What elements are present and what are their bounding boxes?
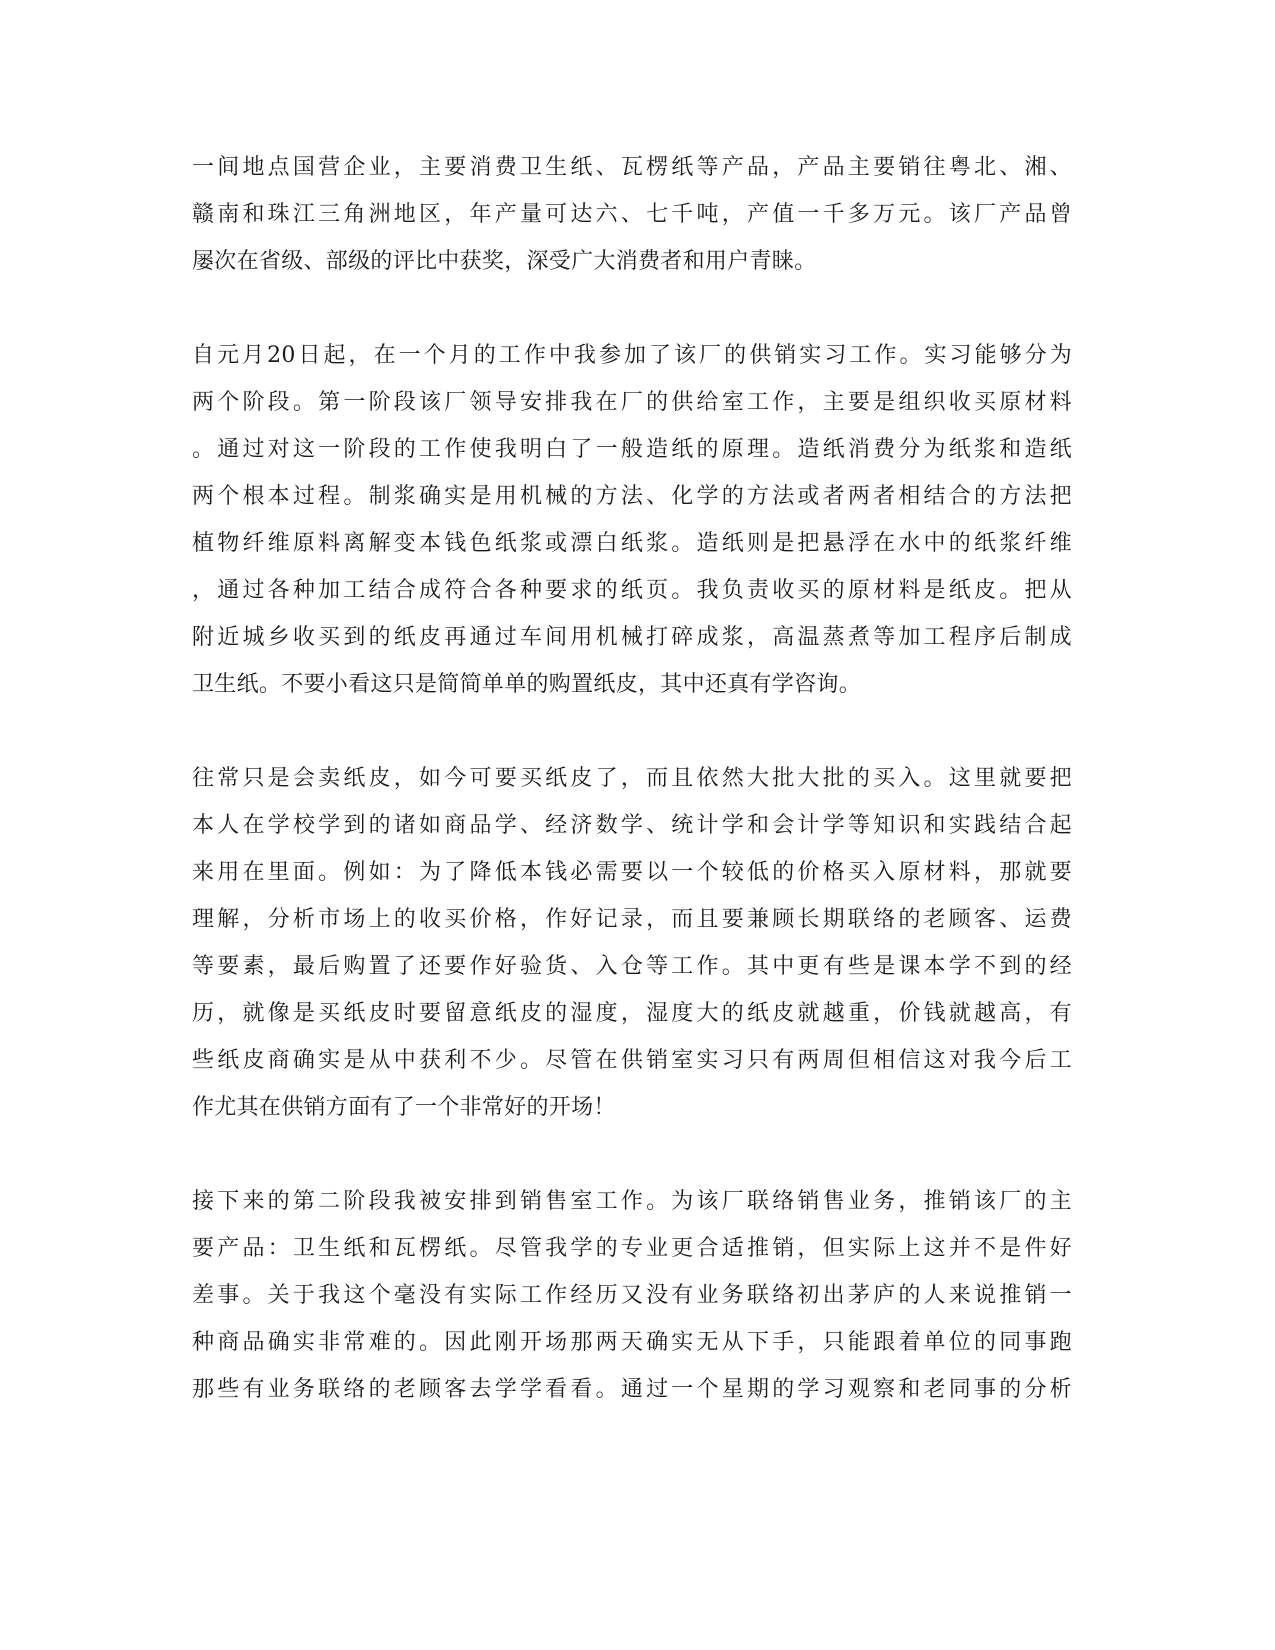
text-line: 赣南和珠江三角洲地区，年产量可达六、七千吨，产值一千多万元。该厂产品曾: [192, 202, 1072, 227]
text-line: 本人在学校学到的诸如商品学、经济数学、统计学和会计学等知识和实践结合起: [192, 813, 1072, 838]
text-line: 两个根本过程。制浆确实是用机械的方法、化学的方法或者两者相结合的方法把: [192, 484, 1072, 509]
text-line: 。通过对这一阶段的工作使我明白了一般造纸的原理。造纸消费分为纸浆和造纸: [192, 437, 1072, 462]
text-line: 屡次在省级、部级的评比中获奖，深受广大消费者和用户青睐。: [192, 249, 817, 274]
paragraph-sales-stage: [192, 1178, 1072, 1413]
text-line: 等要素，最后购置了还要作好验货、入仓等工作。其中更有些是课本学不到的经: [192, 954, 1072, 979]
text-line: 历，就像是买纸皮时要留意纸皮的湿度，湿度大的纸皮就越重，价钱就越高，有: [192, 1001, 1072, 1026]
paragraph-purchasing-experience: [192, 755, 1072, 1131]
text-line: ，通过各种加工结合成符合各种要求的纸页。我负责收买的原材料是纸皮。把从: [192, 578, 1072, 603]
text-line: 要产品：卫生纸和瓦楞纸。尽管我学的专业更合适推销，但实际上这并不是件好: [192, 1236, 1072, 1261]
text-line: 理解，分析市场上的收买价格，作好记录，而且要兼顾长期联络的老顾客、运费: [192, 907, 1072, 932]
paragraph-supply-internship: [192, 332, 1072, 708]
text-line: 两个阶段。第一阶段该厂领导安排我在厂的供给室工作，主要是组织收买原材料: [192, 390, 1072, 415]
document-body: [192, 144, 1072, 1460]
text-line: 那些有业务联络的老顾客去学学看看。通过一个星期的学习观察和老同事的分析: [192, 1377, 1072, 1402]
paragraph-factory-intro: [192, 144, 1072, 285]
text-line: 卫生纸。不要小看这只是简简单单的购置纸皮，其中还真有学咨询。: [192, 672, 862, 697]
text-line: 自元月20日起，在一个月的工作中我参加了该厂的供销实习工作。实习能够分为: [192, 343, 1072, 368]
text-line: 附近城乡收买到的纸皮再通过车间用机械打碎成浆，高温蒸煮等加工程序后制成: [192, 625, 1072, 650]
text-line: 些纸皮商确实是从中获利不少。尽管在供销室实习只有两周但相信这对我今后工: [192, 1048, 1072, 1073]
text-line: 差事。关于我这个毫没有实际工作经历又没有业务联络初出茅庐的人来说推销一: [192, 1283, 1072, 1308]
text-line: 接下来的第二阶段我被安排到销售室工作。为该厂联络销售业务，推销该厂的主: [192, 1189, 1072, 1214]
text-line: 植物纤维原料离解变本钱色纸浆或漂白纸浆。造纸则是把悬浮在水中的纸浆纤维: [192, 531, 1072, 556]
text-line: 一间地点国营企业，主要消费卫生纸、瓦楞纸等产品，产品主要销往粤北、湘、: [192, 155, 1072, 180]
text-line: 作尤其在供销方面有了一个非常好的开场！: [192, 1095, 616, 1120]
text-line: 往常只是会卖纸皮，如今可要买纸皮了，而且依然大批大批的买入。这里就要把: [192, 766, 1072, 791]
text-line: 来用在里面。例如：为了降低本钱必需要以一个较低的价格买入原材料，那就要: [192, 860, 1072, 885]
text-line: 种商品确实非常难的。因此刚开场那两天确实无从下手，只能跟着单位的同事跑: [192, 1330, 1072, 1355]
